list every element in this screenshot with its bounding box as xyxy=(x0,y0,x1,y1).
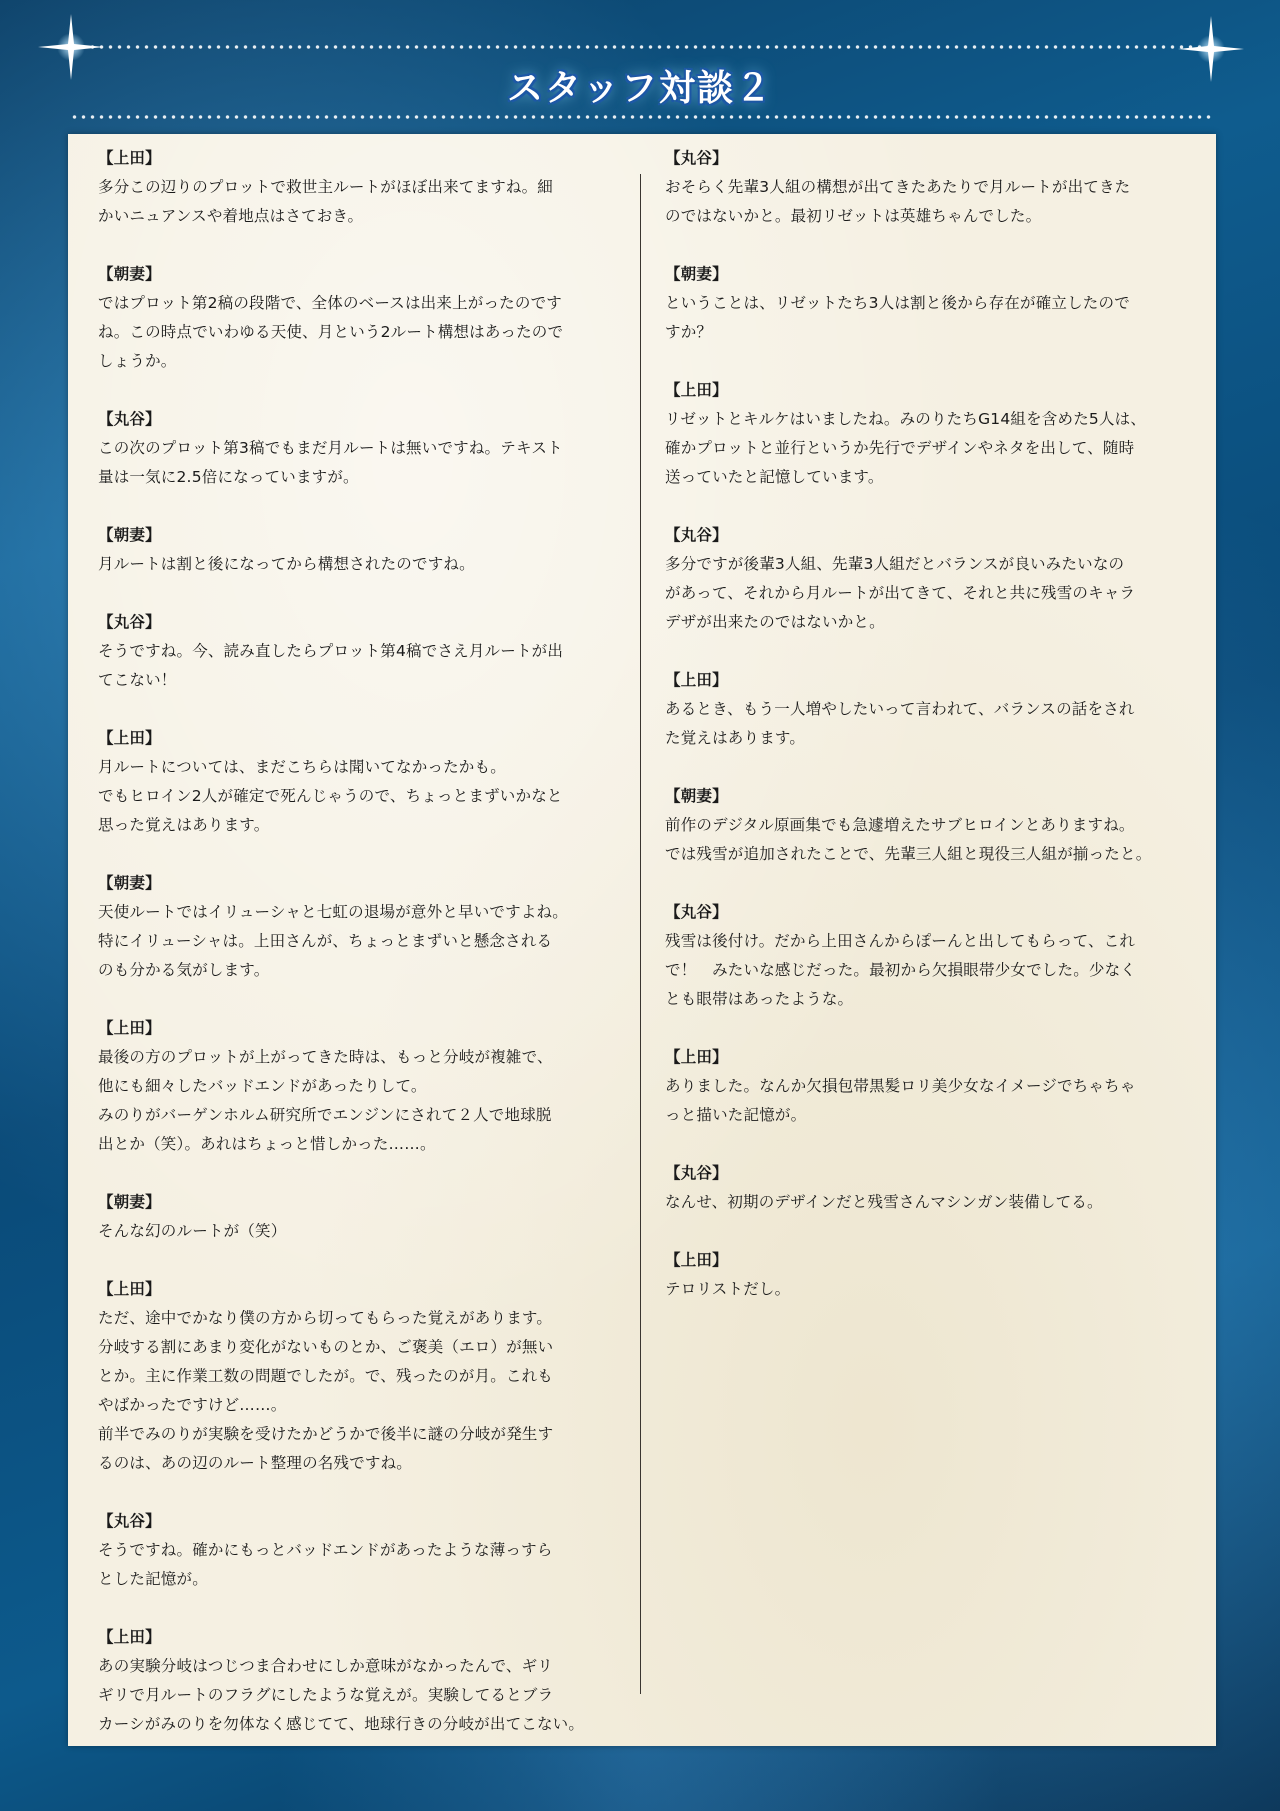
dialogue-block xyxy=(98,608,630,695)
dialogue-line: ただ、途中でかなり僕の方から切ってもらった覚えがあります。 xyxy=(98,1309,553,1327)
dialogue-line: しょうか。 xyxy=(98,352,177,370)
dialogue-line: デザが出来たのではないかと。 xyxy=(665,613,885,631)
dialogue-block xyxy=(98,260,630,376)
speaker-label: 【上田】 xyxy=(98,149,161,167)
dialogue-block xyxy=(98,1014,630,1159)
speaker-label: 【上田】 xyxy=(665,671,728,689)
dialogue-line: おそらく先輩3人組の構想が出てきたあたりで月ルートが出てきた xyxy=(665,178,1131,196)
speaker-label: 【丸谷】 xyxy=(665,149,728,167)
dialogue-line: みのりがバーゲンホルム研究所でエンジンにされて２人で地球脱 xyxy=(98,1106,552,1124)
speaker-label: 【丸谷】 xyxy=(665,1164,728,1182)
speaker-label: 【上田】 xyxy=(98,729,161,747)
header-dotted-line-bottom xyxy=(70,114,1215,120)
dialogue-line: そうですね。確かにもっとバッドエンドがあったような薄っすら xyxy=(98,1541,553,1559)
dialogue-line: 思った覚えはあります。 xyxy=(98,816,270,834)
dialogue-line: 確かプロットと並行というか先行でデザインやネタを出して、随時 xyxy=(665,439,1135,457)
speaker-label: 【丸谷】 xyxy=(98,1512,161,1530)
column-divider xyxy=(640,174,641,1694)
dialogue-line: でもヒロイン2人が確定で死んじゃうので、ちょっとまずいかなと xyxy=(98,787,563,805)
dialogue-line: あるとき、もう一人増やしたいって言われて、バランスの話をされ xyxy=(665,700,1135,718)
dialogue-line: とした記憶が。 xyxy=(98,1570,208,1588)
dialogue-line: カーシがみのりを勿体なく感じてて、地球行きの分岐が出てこない。 xyxy=(98,1715,585,1733)
dialogue-line: のではないかと。最初リゼットは英雄ちゃんでした。 xyxy=(665,207,1042,225)
dialogue-line: ありました。なんか欠損包帯黒髪ロリ美少女なイメージでちゃちゃ xyxy=(665,1077,1136,1095)
page-title: スタッフ対談２ xyxy=(506,68,773,109)
dialogue-line: やばかったですけど……。 xyxy=(98,1396,287,1414)
dialogue-line: 分岐する割にあまり変化がないものとか、ご褒美（エロ）が無い xyxy=(98,1338,554,1356)
dialogue-line: てこない！ xyxy=(98,671,177,689)
speaker-label: 【丸谷】 xyxy=(665,903,728,921)
dialogue-line: た覚えはあります。 xyxy=(665,729,806,747)
speaker-label: 【上田】 xyxy=(665,1048,728,1066)
dialogue-block xyxy=(98,521,630,579)
page-header xyxy=(0,0,1280,132)
dialogue-line: るのは、あの辺のルート整理の名残ですね。 xyxy=(98,1454,413,1472)
article-paper xyxy=(68,134,1216,1746)
dialogue-line: 月ルートについては、まだこちらは聞いてなかったかも。 xyxy=(98,758,506,776)
left-column xyxy=(98,144,630,1768)
dialogue-line: ではプロット第2稿の段階で、全体のベースは出来上がったのです xyxy=(98,294,562,312)
dialogue-line: とも眼帯はあったような。 xyxy=(665,990,854,1008)
dialogue-line: ということは、リゼットたち3人は割と後から存在が確立したので xyxy=(665,294,1130,312)
speaker-label: 【上田】 xyxy=(98,1019,161,1037)
speaker-label: 【丸谷】 xyxy=(665,526,728,544)
dialogue-line: なんせ、初期のデザインだと残雪さんマシンガン装備してる。 xyxy=(665,1193,1103,1211)
dialogue-block xyxy=(665,898,1201,1014)
dialogue-line: そんな幻のルートが（笑） xyxy=(98,1222,287,1240)
dialogue-line: があって、それから月ルートが出てきて、それと共に残雪のキャラ xyxy=(665,584,1136,602)
dialogue-line: 多分この辺りのプロットで救世主ルートがほぼ出来てますね。細 xyxy=(98,178,553,196)
dialogue-line: かいニュアンスや着地点はさておき。 xyxy=(98,207,364,225)
dialogue-line: 出とか（笑）。あれはちょっと惜しかった……。 xyxy=(98,1135,436,1153)
dialogue-line: リゼットとキルケはいましたね。みのりたちG14組を含めた5人は、 xyxy=(665,410,1147,428)
speaker-label: 【朝妻】 xyxy=(98,265,161,283)
dialogue-line: ね。この時点でいわゆる天使、月という2ルート構想はあったので xyxy=(98,323,564,341)
speaker-label: 【朝妻】 xyxy=(98,874,161,892)
dialogue-block xyxy=(665,782,1201,869)
speaker-label: 【上田】 xyxy=(665,381,728,399)
dialogue-block xyxy=(665,376,1201,492)
dialogue-block xyxy=(98,144,630,231)
dialogue-line: のも分かる気がします。 xyxy=(98,961,270,979)
dialogue-line: で！ みたいな感じだった。最初から欠損眼帯少女でした。少なく xyxy=(665,961,1137,979)
dialogue-block xyxy=(98,869,630,985)
dialogue-block xyxy=(98,1188,630,1246)
dialogue-line: っと描いた記憶が。 xyxy=(665,1106,807,1124)
dialogue-block xyxy=(98,1275,630,1478)
dialogue-block xyxy=(665,1043,1201,1130)
dialogue-block xyxy=(98,724,630,840)
dialogue-block xyxy=(98,1623,630,1739)
speaker-label: 【朝妻】 xyxy=(665,265,728,283)
speaker-label: 【朝妻】 xyxy=(98,526,161,544)
dialogue-line: 特にイリューシャは。上田さんが、ちょっとまずいと懸念される xyxy=(98,932,553,950)
dialogue-line: 天使ルートではイリューシャと七虹の退場が意外と早いですよね。 xyxy=(98,903,568,921)
header-dotted-line-top xyxy=(70,44,1210,50)
dialogue-line: この次のプロット第3稿でもまだ月ルートは無いですね。テキスト xyxy=(98,439,563,457)
dialogue-line: 前作のデジタル原画集でも急遽増えたサブヒロインとありますね。 xyxy=(665,816,1135,834)
speaker-label: 【丸谷】 xyxy=(98,410,161,428)
dialogue-block xyxy=(98,405,630,492)
dialogue-line: 最後の方のプロットが上がってきた時は、もっと分岐が複雑で、 xyxy=(98,1048,553,1066)
dialogue-block xyxy=(98,1507,630,1594)
speaker-label: 【上田】 xyxy=(665,1251,728,1269)
speaker-label: 【上田】 xyxy=(98,1628,161,1646)
dialogue-line: 量は一気に2.5倍になっていますが。 xyxy=(98,468,359,486)
speaker-label: 【丸谷】 xyxy=(98,613,161,631)
dialogue-line: 前半でみのりが実験を受けたかどうかで後半に謎の分岐が発生す xyxy=(98,1425,554,1443)
speaker-label: 【朝妻】 xyxy=(665,787,728,805)
dialogue-block xyxy=(665,144,1201,231)
dialogue-line: そうですね。今、読み直したらプロット第4稿でさえ月ルートが出 xyxy=(98,642,564,660)
dialogue-block xyxy=(665,1246,1201,1304)
dialogue-block xyxy=(665,260,1201,347)
dialogue-line: 多分ですが後輩3人組、先輩3人組だとバランスが良いみたいなの xyxy=(665,555,1125,573)
dialogue-line: ギリで月ルートのフラグにしたような覚えが。実験してるとブラ xyxy=(98,1686,554,1704)
dialogue-line: 他にも細々したバッドエンドがあったりして。 xyxy=(98,1077,427,1095)
dialogue-line: 送っていたと記憶しています。 xyxy=(665,468,884,486)
dialogue-line: 残雪は後付け。だから上田さんからぽーんと出してもらって、これ xyxy=(665,932,1136,950)
speaker-label: 【朝妻】 xyxy=(98,1193,161,1211)
dialogue-block xyxy=(665,666,1201,753)
dialogue-block xyxy=(665,1159,1201,1217)
dialogue-line: あの実験分岐はつじつま合わせにしか意味がなかったんで、ギリ xyxy=(98,1657,553,1675)
dialogue-line: テロリストだし。 xyxy=(665,1280,791,1298)
dialogue-block xyxy=(665,521,1201,637)
speaker-label: 【上田】 xyxy=(98,1280,161,1298)
dialogue-line: 月ルートは割と後になってから構想されたのですね。 xyxy=(98,555,475,573)
dialogue-line: すか？ xyxy=(665,323,713,341)
dialogue-line: では残雪が追加されたことで、先輩三人組と現役三人組が揃ったと。 xyxy=(665,845,1152,863)
dialogue-line: とか。主に作業工数の問題でしたが。で、残ったのが月。これも xyxy=(98,1367,553,1385)
right-column xyxy=(665,144,1201,1333)
